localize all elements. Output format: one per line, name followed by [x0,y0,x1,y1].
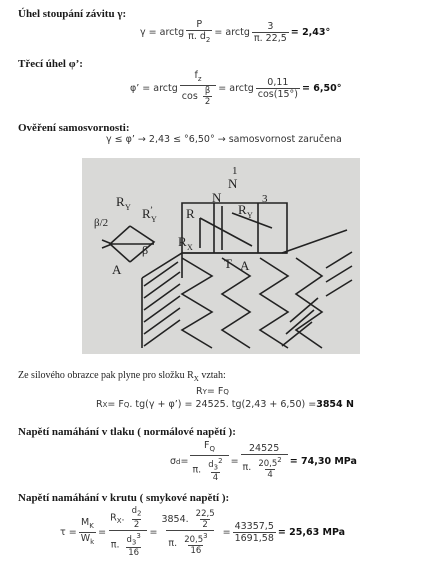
sigma-f1-den-pi: π. [192,464,202,476]
gamma-heading: Úhel stoupání závitu γ: [18,8,127,20]
rx-eq-body: . tg(γ + φ’) = 24525. tg(2,43 + 6,50) = [129,399,317,410]
rx-intro-end: vztah: [198,370,226,381]
gamma-f1-num: P [196,19,203,30]
tau-f3-num-frac [194,509,217,530]
tau-f4-den: 1691,58 [234,532,274,544]
sigma-f2-den [241,454,288,480]
gamma-f1-den-text: π. d [188,31,206,42]
ry-eq-left-sub: Y [202,387,207,396]
gamma-f2-num: 3 [267,20,274,32]
fig-label-ry-left: R [116,194,125,209]
tau-f2-num-d-sub: 2 [137,509,142,518]
sigma-f2-den-pi: π. [242,462,252,474]
tau-f1-num-text: M [81,516,90,528]
fig-label-t: T [224,256,232,271]
tau-f1-den-text: W [80,532,91,544]
phi-beta-den: 2 [204,96,211,107]
thread-force-sketch [82,158,360,354]
fig-label-ry-prime-sub: Y [151,215,157,224]
tau-f2-num-r-sub: X [116,517,122,526]
tau-f2-den-pi: π. [110,538,120,550]
sigma-f1-den-four: 4 [212,473,219,484]
tau-f2-num-frac-num [130,506,144,519]
sigma-f1-num [202,440,217,455]
tau-f3-den-pi: π. [168,537,178,549]
tau-f2-den-frac [125,531,143,559]
phi-fraction-1 [180,70,216,107]
sigma-result: = 74,30 MPa [289,456,357,468]
tau-fraction-4 [233,521,276,544]
sigma-lhs-sub: d [176,457,181,466]
tau-eq2: = [149,526,158,538]
gamma-lhs: γ = arctg [140,26,185,38]
sigma-f2-den-frac [256,455,283,480]
phi-f2-den: cos(15°) [257,88,298,100]
tau-f2-den-pow: 3 [136,531,141,540]
tau-f1-den [79,532,96,548]
tau-f3-den-frac [182,531,209,556]
tau-f3-num-two: 2 [202,519,208,530]
phi-f1-num-text: f [194,70,198,81]
rx-eq-lhs-sub: X [102,400,108,409]
tau-f1-den-sub: k [90,537,95,546]
gamma-fraction-2 [252,21,289,44]
phi-heading: Třecí úhel φ’: [18,58,83,70]
sigma-f2-num: 24525 [249,443,280,455]
sigma-f2-den-pow: 2 [277,456,282,465]
fig-label-ry-right: R [238,202,247,217]
phi-f1-num-sub: z [197,74,202,83]
gamma-mid: = arctg [214,26,250,38]
gamma-formula [140,19,330,46]
fig-label-top-n: N [228,176,238,191]
ry-eq-rhs: = F [206,386,224,397]
torsion-heading: Napětí namáhání v krutu ( smykové napětí ): [18,492,230,504]
ry-eq-rhs-sub: Q [223,387,229,396]
tau-f3-num [159,509,220,530]
pressure-heading: Napětí namáhání v tlaku ( normálové napětí ): [18,426,236,438]
thread-force-figure [82,158,360,354]
sigma-f1-den-d: d [208,459,214,470]
fig-label-three: 3 [262,193,268,205]
sigma-f2-den-val: 20,5 [258,459,278,470]
sigma-f1-den-pow: 2 [218,456,223,465]
sigma-f1-den-frac [206,456,224,484]
sigma-f1-num-text: F [204,440,210,451]
tau-f1-num-sub: K [89,521,94,530]
sigma-fraction-2 [241,443,288,480]
rx-intro [18,370,226,383]
phi-f1-den [180,85,216,107]
tau-f2-num-frac [130,506,144,530]
fig-label-ry-prime-mark: ’ [150,205,153,215]
phi-formula [130,70,341,107]
selflock-heading: Ověření samosvornosti: [18,122,130,134]
sigma-f1-num-sub: Q [209,444,215,453]
phi-beta: β [204,85,211,96]
tau-formula [60,506,345,558]
phi-mid: = arctg [218,82,254,94]
sigma-lhs: σ [170,456,177,468]
tau-f2-num-r: R [110,512,117,524]
phi-beta-half [203,86,212,107]
phi-result: = 6,50° [302,82,342,94]
fig-label-n: N [212,190,222,205]
rx-eq-rhs: = F [107,399,124,410]
tau-f2-den-frac-num [125,531,143,548]
rx-equation [96,399,354,410]
tau-f2-den-sixteen: 16 [128,548,140,559]
phi-f1-num [193,70,204,85]
gamma-f2-den: π. 22,5 [253,32,287,44]
tau-f2-num-two: 2 [133,519,140,530]
rx-eq-rhs-sub: Q [123,400,130,409]
selflock-line: γ ≤ φ’ → 2,43 ≤ °6,50° → samosvornost zaručena [106,134,342,145]
rx-intro-sub: X [193,375,199,383]
tau-f3-num-val: 22,5 [195,508,215,519]
fig-label-ry-right-sub: Y [247,211,253,220]
sigma-f2-den-four: 4 [267,470,273,481]
tau-f2-den-d: d [126,534,132,545]
tau-f2-num-d: d [131,506,137,516]
tau-f3-den-pow: 3 [203,531,208,540]
tau-f2-num: $R_X$. $\frac{d_2}{2}$ [110,506,142,530]
tau-eq3: = [222,526,231,538]
sigma-fraction-1 [190,440,228,483]
tau-fraction-1 [79,517,96,548]
rx-eq-lhs: R [96,399,103,410]
tau-lhs: τ = [60,526,77,538]
fig-label-rx: R [178,234,187,249]
fig-label-r: R [186,206,195,221]
rx-intro-text: Ze silového obrazce pak plyne pro složku R [18,370,194,381]
gamma-f1-den-sub: 2 [205,35,211,44]
tau-result: = 25,63 MPa [277,526,346,538]
sigma-eq2: = [230,456,239,468]
phi-f2-num: 0,11 [267,76,289,88]
fig-label-a-left: A [112,262,122,277]
fig-label-ry-left-sub: Y [125,203,131,212]
fig-label-a-right: A [240,258,250,273]
tau-f2-den [109,530,147,559]
sigma-f1-den [190,455,228,484]
tau-f3-num-pre: 3854. [161,513,189,525]
tau-f3-den-frac-num [182,531,209,545]
sigma-f2-den-num [256,455,283,469]
fig-label-beta-half: β/2 [94,217,109,229]
fig-label-beta: β [142,243,149,257]
sigma-f1-den-num [206,456,224,473]
phi-f1-den-cos: cos [181,90,198,102]
sigma-f1-den-d-sub: 3 [213,463,219,472]
ry-equation [196,386,229,397]
tau-f3-den [166,530,213,556]
tau-f2-den-d-sub: 3 [131,538,137,547]
tau-f4-num: 43357,5 [234,520,274,532]
phi-lhs: φ’ = arctg [130,82,178,94]
tau-fraction-2 [108,506,147,558]
sigma-eq: = [180,456,189,468]
fig-label-ry-prime: R [142,206,151,221]
tau-f3-den-sixteen: 16 [190,545,202,556]
ry-eq-left: R [196,386,203,397]
tau-fraction-3 [159,509,220,556]
gamma-result: = 2,43° [290,26,331,38]
sigma-formula [170,440,357,483]
rx-eq-result: 3854 N [316,399,354,410]
tau-f1-num [79,517,96,532]
tau-f3-den-val: 20,5 [184,534,204,545]
gamma-f1-den [186,30,212,46]
tau-eq1: = [98,526,107,538]
fig-label-rx-sub: X [187,243,193,252]
fig-label-one: 1 [232,165,238,177]
phi-fraction-2 [256,77,300,100]
gamma-fraction-1 [186,19,212,46]
